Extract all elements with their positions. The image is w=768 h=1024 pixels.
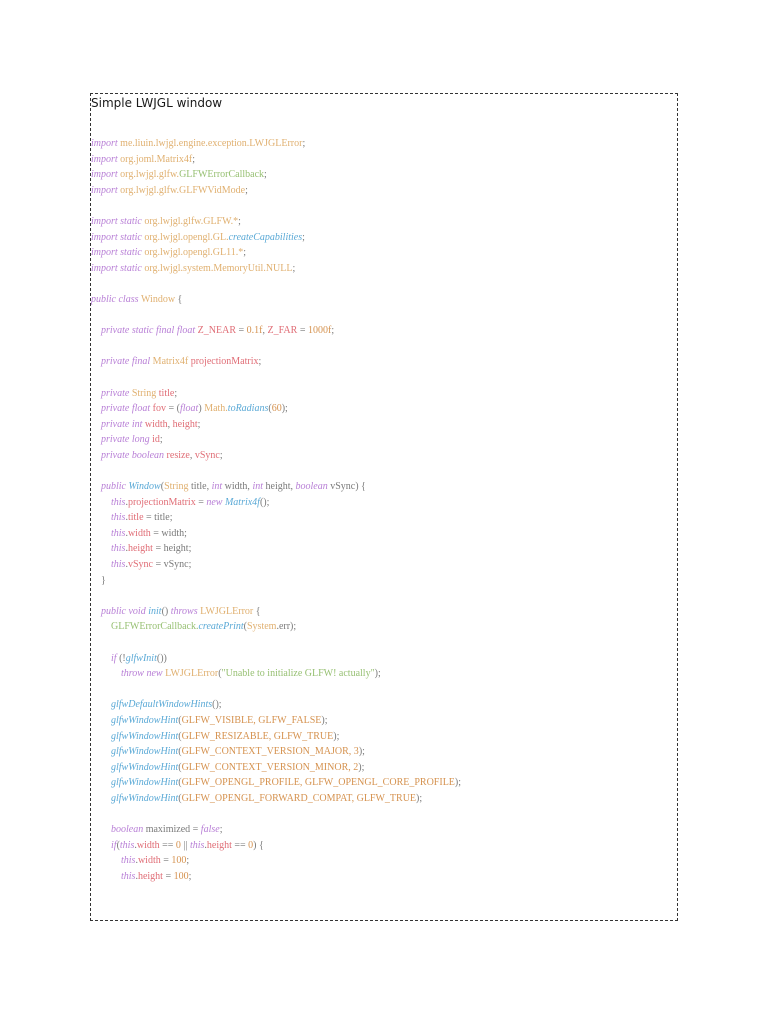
code-token: (: [218, 668, 222, 680]
code-token: [91, 840, 111, 851]
code-token: new: [206, 496, 225, 508]
code-token: .: [125, 543, 128, 555]
code-token: Z_NEAR: [197, 325, 237, 337]
code-token: .: [125, 559, 128, 571]
code-token: height: [206, 839, 232, 851]
code-token: ||: [180, 839, 190, 851]
code-token: import static: [91, 215, 145, 227]
code-token: = vSync;: [152, 559, 192, 571]
code-token: GLFW_CONTEXT_VERSION_MAJOR, 3: [181, 746, 359, 758]
code-token: GLFW_OPENGL_FORWARD_COMPAT, GLFW_TRUE: [181, 792, 417, 804]
code-line: [91, 541, 677, 557]
code-token: public class: [91, 293, 141, 305]
code-token: ;: [219, 449, 223, 461]
code-token: title,: [191, 481, 212, 493]
code-token: glfwWindowHint: [111, 761, 179, 773]
code-token: glfwWindowHint: [111, 714, 179, 726]
code-token: resize: [166, 449, 190, 461]
code-token: [91, 450, 101, 461]
code-token: [91, 793, 111, 804]
code-token: title: [127, 512, 144, 524]
code-token: .: [125, 527, 128, 539]
code-token: private boolean: [101, 449, 167, 461]
code-token: org.lwjgl.opengl.GL11.*: [144, 247, 244, 259]
code-token: [91, 559, 111, 570]
code-token: toRadians: [227, 403, 269, 415]
code-token: private int: [101, 418, 145, 430]
code-token: import: [91, 138, 121, 149]
code-line: [91, 619, 677, 635]
code-line: [91, 822, 677, 838]
code-token: [91, 543, 111, 554]
code-line: [91, 510, 677, 526]
code-token: glfwWindowHint: [111, 746, 179, 758]
code-token: [91, 668, 121, 679]
code-token: init: [148, 605, 162, 617]
code-token: ;: [188, 870, 192, 882]
code-line: [91, 682, 677, 698]
code-token: org.joml.Matrix4f: [120, 153, 193, 165]
code-token: import: [91, 169, 121, 181]
code-token: [91, 388, 101, 399]
code-token: ;: [197, 418, 201, 430]
code-token: ;: [302, 231, 305, 243]
code-token: 1000f: [307, 325, 332, 337]
code-token: LWJGLError: [165, 668, 219, 680]
code-line: [91, 386, 677, 402]
code-token: vSync: [127, 559, 153, 571]
code-token: (): [161, 605, 171, 617]
code-token: float: [180, 403, 199, 415]
code-token: ) {: [253, 839, 264, 851]
code-token: (: [178, 746, 182, 758]
code-token: ,: [167, 418, 173, 430]
code-line: [91, 729, 677, 745]
code-token: [91, 746, 111, 757]
code-token: this: [121, 870, 136, 882]
code-token: [91, 403, 101, 414]
code-token: ();: [259, 496, 270, 508]
code-token: org.lwjgl.system.MemoryUtil.NULL: [144, 262, 293, 274]
code-token: );: [333, 730, 340, 742]
code-token: GLFWErrorCallback: [179, 169, 265, 181]
code-token: =: [195, 496, 207, 508]
code-line: [91, 214, 677, 230]
code-token: [91, 419, 101, 430]
code-token: width: [127, 527, 151, 539]
code-line: [91, 354, 677, 370]
code-line: [91, 401, 677, 417]
code-token: [91, 699, 111, 710]
code-token: }: [91, 574, 106, 586]
code-token: Matrix4f: [152, 356, 191, 368]
code-token: );: [416, 792, 423, 804]
code-line: [91, 666, 677, 682]
code-token: ;: [238, 215, 241, 227]
code-token: [91, 777, 111, 788]
code-token: org.lwjgl.glfw.: [120, 169, 180, 181]
code-line: [91, 245, 677, 261]
code-token: .: [135, 855, 138, 867]
code-token: ;: [302, 138, 306, 149]
code-line: [91, 167, 677, 183]
code-token: [91, 824, 111, 835]
code-token: width: [144, 418, 168, 430]
code-token: org.lwjgl.glfw.GLFW.*: [144, 215, 239, 227]
code-line: [91, 838, 677, 854]
code-token: System: [247, 621, 277, 633]
code-block: [91, 136, 677, 885]
code-token: GLFW_VISIBLE, GLFW_FALSE: [181, 714, 322, 726]
code-token: ;: [219, 824, 223, 836]
code-token: id: [152, 434, 160, 446]
code-token: ;: [292, 262, 296, 274]
code-token: createPrint: [198, 621, 244, 633]
code-token: Window: [128, 481, 161, 493]
code-line: [91, 261, 677, 277]
code-token: [91, 653, 111, 664]
code-line: [91, 417, 677, 433]
code-token: ): [198, 403, 205, 415]
code-token: public: [101, 481, 129, 493]
code-token: String: [164, 481, 192, 493]
code-line: [91, 775, 677, 791]
code-line: [91, 479, 677, 495]
code-token: .: [125, 512, 128, 524]
code-line: [91, 323, 677, 339]
code-token: =: [236, 325, 247, 337]
code-token: ;: [264, 169, 267, 181]
code-token: fov: [152, 403, 167, 415]
code-token: );: [281, 403, 288, 415]
code-token: =: [160, 855, 172, 867]
code-token: ;: [174, 387, 178, 399]
code-token: private: [101, 387, 132, 399]
code-line: [91, 573, 677, 589]
code-token: (: [116, 839, 120, 851]
code-token: [91, 356, 101, 367]
code-line: [91, 853, 677, 869]
code-token: [91, 871, 121, 882]
code-line: [91, 136, 677, 152]
code-token: [91, 762, 111, 773]
code-token: Matrix4f: [224, 496, 260, 508]
code-token: (: [178, 792, 182, 804]
code-token: ()): [156, 652, 167, 664]
code-token: {: [175, 293, 183, 305]
code-line: [91, 432, 677, 448]
code-line: [91, 697, 677, 713]
code-token: throw new: [121, 668, 166, 680]
code-token: ,: [189, 449, 195, 461]
code-token: = height;: [152, 543, 192, 555]
code-token: private final: [101, 356, 153, 368]
code-token: int: [252, 481, 266, 493]
code-line: [91, 370, 677, 386]
code-token: Z_FAR: [267, 325, 298, 337]
code-token: import: [91, 153, 121, 165]
code-line: [91, 557, 677, 573]
code-line: [91, 292, 677, 308]
code-token: = (: [166, 403, 180, 415]
code-token: Math.: [204, 403, 228, 415]
code-token: height: [127, 543, 153, 555]
code-token: (: [243, 621, 247, 633]
code-line: [91, 495, 677, 511]
code-line: [91, 807, 677, 823]
code-token: [91, 481, 101, 492]
code-token: ;: [245, 184, 248, 196]
code-token: [91, 731, 111, 742]
document-title: Simple LWJGL window: [91, 96, 223, 110]
code-token: String: [131, 387, 159, 399]
code-token: (!: [119, 652, 126, 664]
code-token: ,: [262, 325, 268, 337]
code-line: [91, 604, 677, 620]
code-token: boolean: [111, 824, 146, 836]
code-token: = title;: [143, 512, 173, 524]
code-token: .: [204, 839, 207, 851]
code-token: this: [189, 839, 205, 851]
code-token: ==: [159, 839, 176, 851]
code-token: width,: [224, 481, 253, 493]
code-line: [91, 760, 677, 776]
code-token: height: [172, 418, 198, 430]
code-token: vSync) {: [330, 481, 366, 493]
code-token: projectionMatrix: [190, 356, 259, 368]
code-token: private float: [101, 403, 153, 415]
code-line: [91, 744, 677, 760]
code-token: 60: [271, 403, 282, 415]
code-token: int: [211, 481, 225, 493]
code-token: 100: [173, 870, 189, 882]
code-token: glfwWindowHint: [111, 777, 179, 789]
code-token: height,: [265, 481, 296, 493]
code-token: this: [111, 543, 126, 555]
code-line: [91, 339, 677, 355]
code-token: this: [121, 855, 136, 867]
code-token: ;: [186, 855, 190, 867]
code-line: [91, 526, 677, 542]
code-token: 0.1f: [246, 325, 263, 337]
code-line: [91, 869, 677, 885]
code-token: if: [111, 652, 120, 664]
code-token: (: [178, 777, 182, 789]
code-token: maximized =: [145, 824, 201, 836]
code-token: glfwWindowHint: [111, 730, 179, 742]
code-line: [91, 152, 677, 168]
code-token: 0: [248, 839, 254, 851]
code-token: GLFWErrorCallback.: [111, 621, 199, 633]
code-token: (: [178, 761, 182, 773]
code-line: [91, 308, 677, 324]
code-token: projectionMatrix: [127, 496, 196, 508]
code-token: import static: [91, 262, 145, 274]
code-token: );: [454, 777, 462, 789]
code-token: =: [297, 325, 308, 337]
code-token: glfwInit: [125, 652, 157, 664]
code-token: );: [321, 714, 328, 726]
code-token: .: [134, 839, 137, 851]
code-line: [91, 230, 677, 246]
code-token: ==: [231, 839, 249, 851]
code-token: ;: [159, 434, 163, 446]
code-token: [91, 528, 111, 539]
code-token: if: [111, 839, 117, 851]
code-token: this: [111, 512, 126, 524]
code-token: boolean: [295, 481, 331, 493]
code-line: [91, 588, 677, 604]
code-token: width: [136, 839, 160, 851]
code-token: width: [137, 855, 161, 867]
code-token: throws: [170, 605, 201, 617]
code-token: [91, 497, 111, 508]
code-token: {: [253, 605, 261, 617]
code-token: "Unable to initialize GLFW! actually": [221, 668, 375, 680]
code-token: GLFW_RESIZABLE, GLFW_TRUE: [181, 730, 334, 742]
code-token: );: [374, 668, 381, 680]
code-token: ;: [331, 325, 335, 337]
code-token: ();: [212, 699, 222, 711]
code-token: .: [135, 870, 138, 882]
code-line: [91, 448, 677, 464]
code-token: LWJGLError: [200, 605, 254, 617]
code-token: Window: [141, 293, 176, 305]
code-token: public void: [101, 605, 149, 617]
code-line: [91, 651, 677, 667]
code-token: this: [111, 496, 126, 508]
code-token: [91, 606, 101, 617]
code-token: this: [119, 839, 135, 851]
code-token: private static final float: [101, 325, 198, 337]
code-token: ;: [258, 356, 262, 368]
code-token: 100: [171, 855, 187, 867]
code-token: );: [358, 761, 365, 773]
code-line: [91, 635, 677, 651]
code-token: vSync: [194, 449, 220, 461]
code-token: ;: [243, 247, 247, 259]
code-token: import static: [91, 247, 145, 259]
code-token: (: [178, 714, 182, 726]
code-line: [91, 713, 677, 729]
code-line: [91, 183, 677, 199]
code-token: =: [162, 870, 174, 882]
code-token: import static: [91, 231, 145, 243]
code-token: createCapabilities: [228, 231, 303, 243]
code-line: [91, 276, 677, 292]
code-line: [91, 198, 677, 214]
code-token: [91, 512, 111, 523]
code-token: glfwDefaultWindowHints: [111, 699, 213, 711]
code-token: = width;: [150, 527, 187, 539]
code-token: org.lwjgl.opengl.GL.: [144, 231, 229, 243]
code-token: GLFW_CONTEXT_VERSION_MINOR, 2: [181, 761, 359, 773]
code-token: org.lwjgl.glfw.GLFWVidMode: [120, 184, 246, 196]
code-token: glfwWindowHint: [111, 792, 179, 804]
code-token: title: [158, 387, 175, 399]
code-token: .: [125, 496, 128, 508]
code-line: [91, 791, 677, 807]
code-token: this: [111, 559, 126, 571]
code-token: me.liuin.lwjgl.engine.exception.LWJGLError: [120, 138, 303, 149]
code-token: height: [137, 870, 163, 882]
code-token: (: [268, 403, 272, 415]
code-token: .err);: [276, 621, 297, 633]
code-token: private long: [101, 434, 153, 446]
code-token: );: [358, 746, 365, 758]
code-token: 0: [175, 839, 181, 851]
code-token: [91, 325, 101, 336]
code-token: [91, 621, 111, 632]
code-token: GLFW_OPENGL_PROFILE, GLFW_OPENGL_CORE_PROFILE: [181, 777, 455, 789]
code-token: (: [160, 481, 165, 493]
code-token: import: [91, 184, 121, 196]
code-token: [91, 434, 101, 445]
code-token: ;: [192, 153, 195, 165]
code-token: [91, 715, 111, 726]
code-line: [91, 463, 677, 479]
code-token: (: [178, 730, 182, 742]
code-document-frame: [90, 93, 678, 921]
code-token: false: [200, 824, 220, 836]
code-token: this: [111, 527, 126, 539]
code-token: [91, 855, 121, 866]
